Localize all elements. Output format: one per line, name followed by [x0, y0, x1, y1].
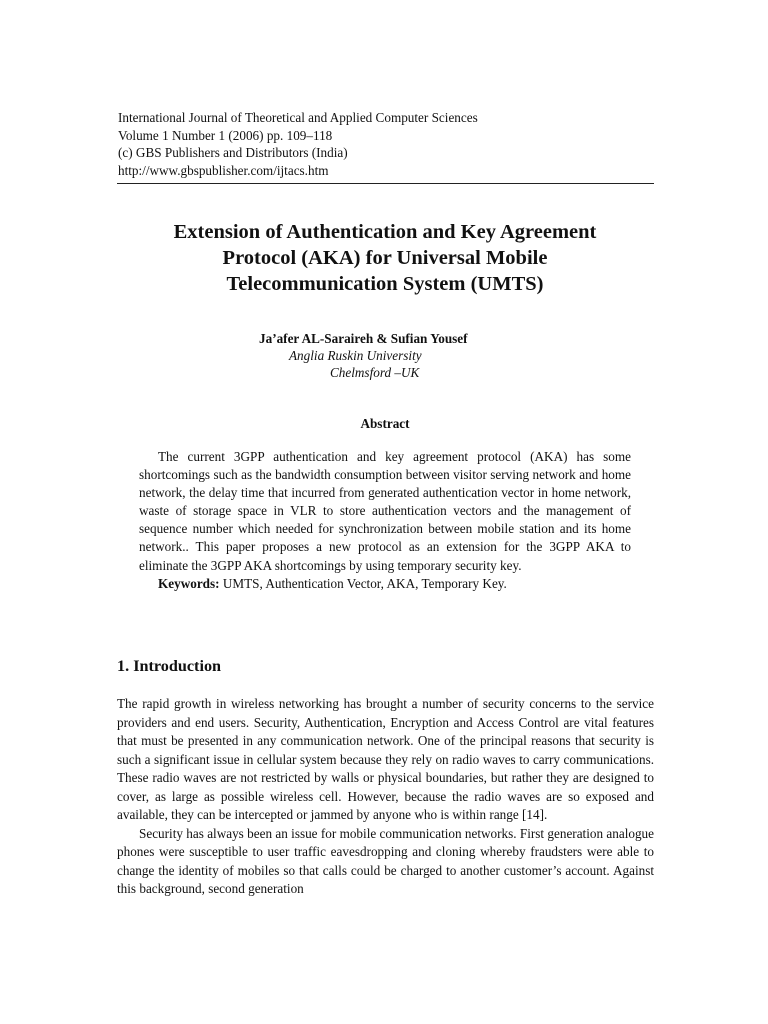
title-line-3: Telecommunication System (UMTS): [226, 273, 544, 295]
title-line-1: Extension of Authentication and Key Agreement: [173, 221, 597, 243]
introduction-body: [117, 695, 654, 899]
journal-publisher: (c) GBS Publishers and Distributors (India): [118, 145, 348, 160]
author-affiliation: Anglia Ruskin University: [289, 348, 422, 363]
author-names: Ja’afer AL-Saraireh & Sufian Yousef: [259, 331, 468, 346]
keywords-line: [139, 575, 631, 593]
abstract-text: The current 3GPP authentication and key agreement protocol (AKA) has some shortcomings such as the bandwidth consumption between visitor serving network and home network, the delay time that incurred from generated authentication vector in home network, waste of storage space in VLR to store authentication vectors and the management of sequence number which needed for synchronization between mobile station and its home network.. This paper proposes a new protocol as an extension for the 3GPP AKA to eliminate the 3GPP AKA shortcomings by using temporary security key.: [139, 449, 631, 573]
keywords-label: Keywords:: [158, 575, 220, 591]
intro-paragraph-1: The rapid growth in wireless networking has brought a number of security concerns to the service providers and end users. Security, Authentication, Encryption and Access Control are vital features that must be presented in any communication network. One of the principal reasons that security is such a significant issue in cellular system because they rely on radio waves to carry communications. These radio waves are not restricted by walls or physical boundaries, but rather they are designed to cover, as large as possible wireless cell. However, because the radio waves are so exposed and available, they can be intercepted or jammed by anyone who is within range [14].: [117, 696, 654, 822]
author-location: Chelmsford –UK: [330, 365, 420, 380]
intro-paragraph-2: Security has always been an issue for mobile communication networks. First generation analogue phones were susceptible to user traffic eavesdropping and cloning whereby fraudsters were able to change the identity of mobiles so that calls could be charged to another customer’s account. Against this background, second generation: [117, 825, 654, 896]
journal-volume: Volume 1 Number 1 (2006) pp. 109–118: [118, 127, 333, 143]
abstract-section: [139, 448, 631, 593]
journal-header: [118, 109, 478, 179]
paper-title: [100, 219, 670, 297]
section-heading-introduction: 1. Introduction: [117, 657, 222, 675]
journal-name: International Journal of Theoretical and Applied Computer Sciences: [118, 110, 478, 125]
journal-url[interactable]: http://www.gbspublisher.com/ijtacs.htm: [118, 162, 329, 178]
header-rule: [117, 183, 654, 184]
title-line-2: Protocol (AKA) for Universal Mobile: [222, 247, 548, 269]
keywords-list: UMTS, Authentication Vector, AKA, Temporary Key.: [222, 575, 507, 591]
abstract-heading: Abstract: [360, 416, 410, 431]
